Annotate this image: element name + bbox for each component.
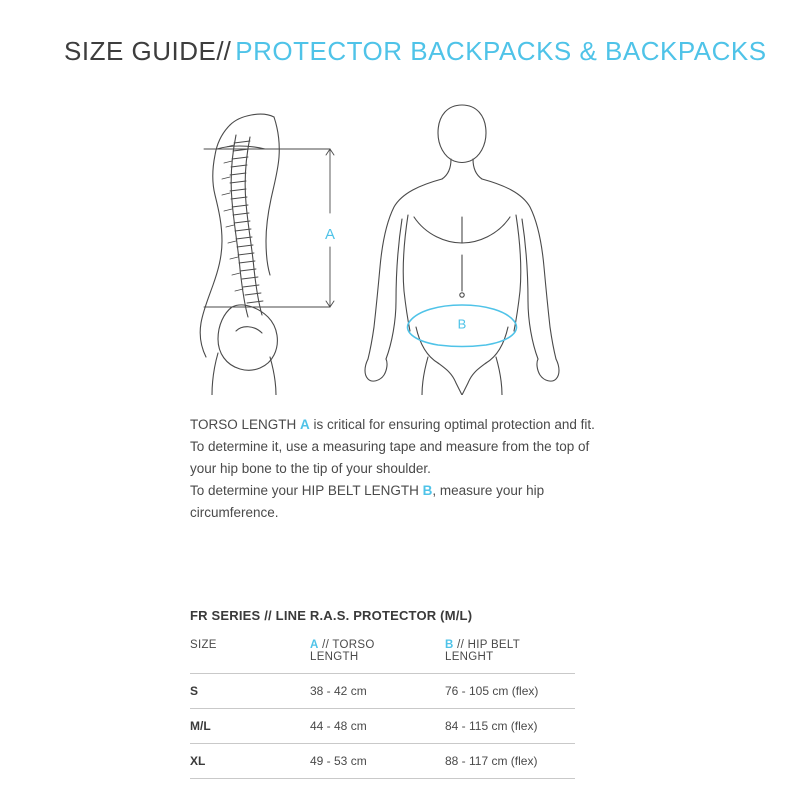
header-torso-length — [310, 633, 445, 674]
cell-hip: 88 - 117 cm (flex) — [445, 744, 575, 779]
header-size: SIZE — [190, 633, 310, 674]
label-b: B — [457, 316, 467, 332]
table-row — [190, 744, 575, 779]
size-table-body — [190, 674, 575, 779]
header-hip-label2: LENGHT — [445, 651, 494, 663]
desc-1-accent: A — [300, 417, 310, 432]
cell-torso: 38 - 42 cm — [310, 674, 445, 709]
size-table-title: FR SERIES // LINE R.A.S. PROTECTOR (M/L) — [190, 608, 473, 623]
cell-torso: 44 - 48 cm — [310, 709, 445, 744]
size-table-head — [190, 633, 575, 674]
header-hip-label: // HIP BELT — [453, 639, 521, 651]
header-hip-belt — [445, 633, 575, 674]
table-row — [190, 709, 575, 744]
description-paragraph-1 — [190, 414, 610, 480]
header-torso-label: // TORSO — [318, 639, 375, 651]
cell-size: XL — [190, 744, 310, 779]
cell-size: S — [190, 674, 310, 709]
cell-hip: 76 - 105 cm (flex) — [445, 674, 575, 709]
header-torso-label2: LENGTH — [310, 651, 359, 663]
cell-hip: 84 - 115 cm (flex) — [445, 709, 575, 744]
size-table — [190, 633, 575, 779]
label-a: A — [324, 225, 336, 243]
cell-torso: 49 - 53 cm — [310, 744, 445, 779]
header-hip-accent: B — [445, 639, 454, 651]
description-text — [190, 414, 610, 524]
header-torso-accent: A — [310, 639, 319, 651]
size-table-section — [190, 608, 575, 779]
description-paragraph-2 — [190, 480, 610, 524]
title-main: SIZE GUIDE — [64, 36, 217, 66]
desc-2-pre: To determine your HIP BELT LENGTH — [190, 483, 423, 498]
page-title — [64, 36, 767, 67]
desc-1-pre: TORSO LENGTH — [190, 417, 301, 432]
table-row — [190, 674, 575, 709]
cell-size: M/L — [190, 709, 310, 744]
illustration-svg — [170, 95, 610, 395]
desc-2-post: , measure your hip circumference. — [190, 483, 545, 520]
desc-1-post: is critical for ensuring optimal protection and fit. To determine it, use a measuring tape and measure from the top of your hip bone to the tip of your shoulder. — [190, 417, 595, 476]
title-accent: PROTECTOR BACKPACKS & BACKPACKS — [235, 36, 767, 66]
title-separator: // — [216, 36, 231, 66]
body-measurement-illustration — [170, 95, 610, 395]
table-header-row — [190, 633, 575, 674]
desc-2-accent: B — [422, 483, 433, 498]
